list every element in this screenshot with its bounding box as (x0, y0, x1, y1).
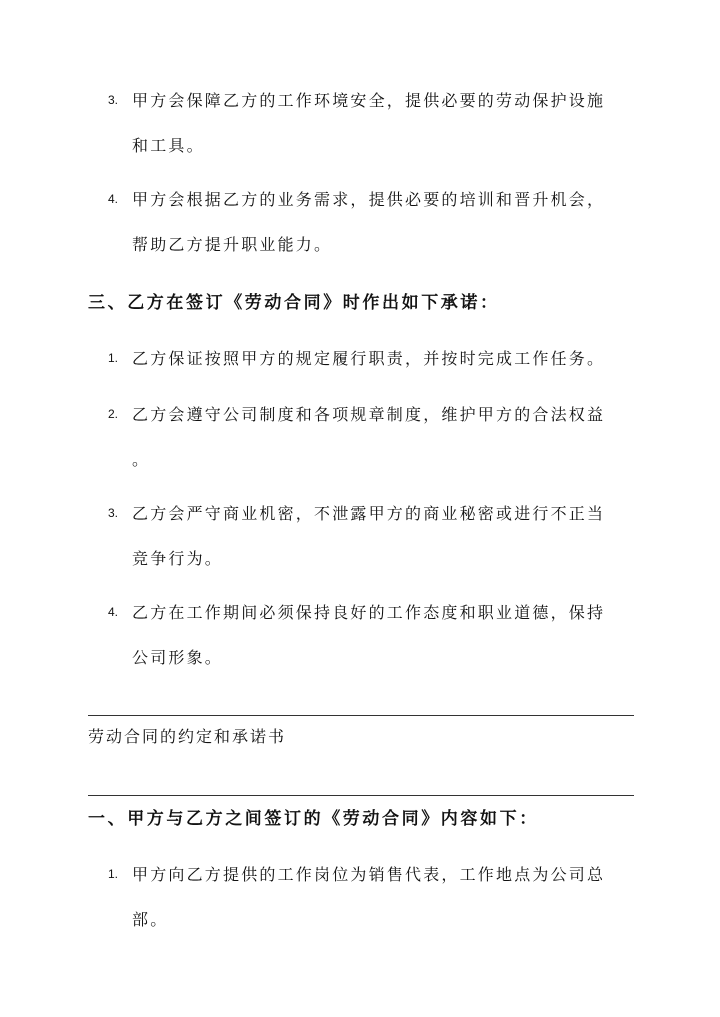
list-text-line: 甲方向乙方提供的工作岗位为销售代表，工作地点为公司总 (132, 865, 606, 884)
list-text-line: 和工具。 (132, 136, 205, 155)
section-heading: 一、甲方与乙方之间签订的《劳动合同》内容如下： (88, 809, 539, 829)
divider (88, 795, 634, 796)
list-text-line: 帮助乙方提升职业能力。 (132, 235, 333, 254)
list-text-line: 乙方会严守商业机密，不泄露甲方的商业秘密或进行不正当 (132, 504, 606, 523)
list-text-line: 甲方会根据乙方的业务需求，提供必要的培训和晋升机会， (132, 190, 606, 209)
list-text-line: 公司形象。 (132, 648, 224, 667)
list-number: 1. (108, 351, 119, 365)
list-text-line: 。 (132, 450, 151, 469)
divider (88, 715, 634, 716)
list-number: 2. (108, 407, 119, 421)
list-text-line: 部。 (132, 910, 169, 929)
list-number: 4. (108, 605, 119, 619)
list-text-line: 乙方保证按照甲方的规定履行职责，并按时完成工作任务。 (132, 349, 606, 368)
list-text-line: 乙方会遵守公司制度和各项规章制度，维护甲方的合法权益 (132, 405, 606, 424)
list-number: 3. (108, 506, 119, 520)
document-title: 劳动合同的约定和承诺书 (88, 727, 287, 746)
list-text-line: 竞争行为。 (132, 549, 224, 568)
list-text-line: 甲方会保障乙方的工作环境安全，提供必要的劳动保护设施 (132, 91, 606, 110)
list-number: 1. (108, 867, 119, 881)
list-number: 4. (108, 192, 119, 206)
section-heading: 三、乙方在签订《劳动合同》时作出如下承诺： (88, 293, 500, 313)
list-text-line: 乙方在工作期间必须保持良好的工作态度和职业道德，保持 (132, 603, 606, 622)
list-number: 3. (108, 93, 119, 107)
